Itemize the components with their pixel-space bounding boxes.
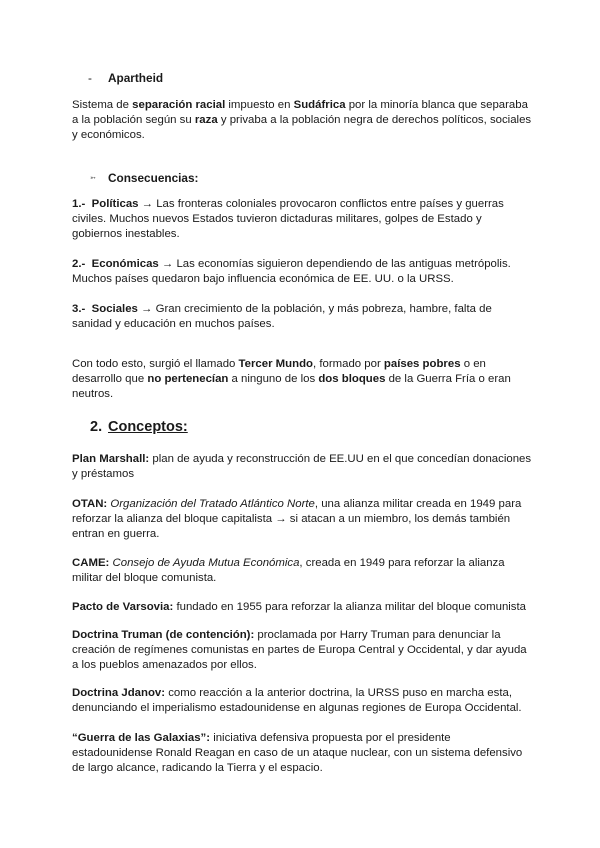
text-run: , formado por (313, 358, 384, 370)
item-text: → Gran crecimiento de la población, y más pobreza, hambre, falta de sanidad y educación en muchos países. (72, 303, 492, 331)
concept-text: como reacción a la anterior doctrina, la URSS puso en marcha esta, denunciando el imperialismo estadounidense en algunas regiones de Europa Occidental. (72, 687, 522, 715)
arrow-bullet-icon: ➳ (90, 175, 96, 183)
concepto-item (72, 731, 532, 777)
concept-text: fundado en 1955 para reforzar la alianza militar del bloque comunista (173, 601, 527, 613)
text-run: por la minoría blanca que separaba a la población según su (72, 99, 528, 127)
text-run: Sistema de (72, 99, 133, 111)
concept-text: plan de ayuda y reconstrucción de EE.UU en el que concedían donaciones y préstamos (72, 453, 532, 481)
bold-run: separación racial (132, 99, 226, 111)
bold-run: Sudáfrica (293, 99, 346, 111)
concept-term: Doctrina Jdanov: (72, 687, 166, 699)
section-number: 2. (90, 419, 103, 435)
concepto-item (72, 497, 532, 543)
bold-run: Tercer Mundo (238, 358, 313, 370)
item-text: → Las fronteras coloniales provocaron conflictos entre países y guerras civiles. Muchos nuevos Estados tuvieron dictaduras militares, golpes de Estado y gobiernos inestables. (72, 198, 504, 241)
bold-run: no pertenecían (147, 373, 229, 386)
text-run: o en desarrollo que (72, 358, 486, 386)
text-run: a ninguno de los (228, 373, 319, 386)
bold-run: dos bloques (318, 373, 386, 386)
item-label: Sociales (91, 303, 138, 315)
concept-italic: Consejo de Ayuda Mutua Económica (109, 557, 300, 569)
concepto-item (72, 600, 532, 615)
concept-term: CAME: (72, 557, 110, 569)
text-run: de la Guerra Fría o eran neutros. (72, 373, 511, 401)
item-number: 2.- (72, 258, 86, 270)
item-number: 1.- (72, 198, 86, 210)
conceptos-heading (90, 420, 188, 435)
concept-text: , creada en 1949 para reforzar la alianza militar del bloque comunista. (72, 557, 505, 585)
bold-run: raza (194, 114, 218, 127)
concept-term: “Guerra de las Galaxias”: (72, 732, 211, 744)
item-text: → Las economías siguieron dependiendo de las antiguas metrópolis. Muchos países quedaron bajo influencia económica de EE. UU. o la URSS. (72, 258, 511, 286)
text-run: Con todo esto, surgió el llamado (72, 358, 239, 370)
consecuencia-item (72, 257, 532, 287)
concept-term: Doctrina Truman (de contención): (72, 629, 255, 641)
tercer-mundo-paragraph (72, 357, 532, 403)
apartheid-paragraph (72, 98, 532, 144)
concepto-item (72, 686, 532, 716)
concept-text: iniciativa defensiva propuesta por el presidente estadounidense Ronald Reagan en caso de un ataque nuclear, con un sistema defensivo de largo alcance, radicando la Tierra y el espacio. (72, 732, 523, 775)
item-label: Económicas (91, 258, 159, 270)
concept-text: proclamada por Harry Truman para denunciar la creación de regímenes comunistas en partes de Europa Central y Occidental, y dar ayuda a los pueblos amenazados por ellos. (72, 629, 527, 672)
section-title: Conceptos: (108, 419, 188, 435)
consecuencia-item (72, 302, 532, 332)
consecuencias-heading (90, 171, 198, 186)
apartheid-heading (88, 71, 163, 86)
concepto-item (72, 628, 532, 674)
concept-term: Plan Marshall: (72, 453, 150, 465)
concept-term: Pacto de Varsovia: (72, 601, 174, 613)
text-run: y privaba a la población negra de derechos políticos, sociales y económicos. (72, 114, 532, 142)
text-run: impuesto en (225, 99, 294, 111)
item-label: Políticas (91, 198, 139, 210)
bold-run: países pobres (383, 358, 461, 370)
concept-text: , una alianza militar creada en 1949 para reforzar la alianza del bloque capitalista → si atacan a un miembro, los demás también entran en guerra. (72, 498, 522, 541)
concepto-item (72, 556, 532, 586)
apartheid-title: Apartheid (108, 71, 164, 85)
consecuencia-item (72, 197, 532, 243)
consecuencias-title: Consecuencias: (108, 171, 199, 185)
concepto-item (72, 452, 532, 482)
concept-term: OTAN: (72, 498, 108, 510)
bullet-dash: - (88, 71, 92, 85)
item-number: 3.- (72, 303, 86, 315)
concept-italic: Organización del Tratado Atlántico Norte (107, 498, 315, 510)
